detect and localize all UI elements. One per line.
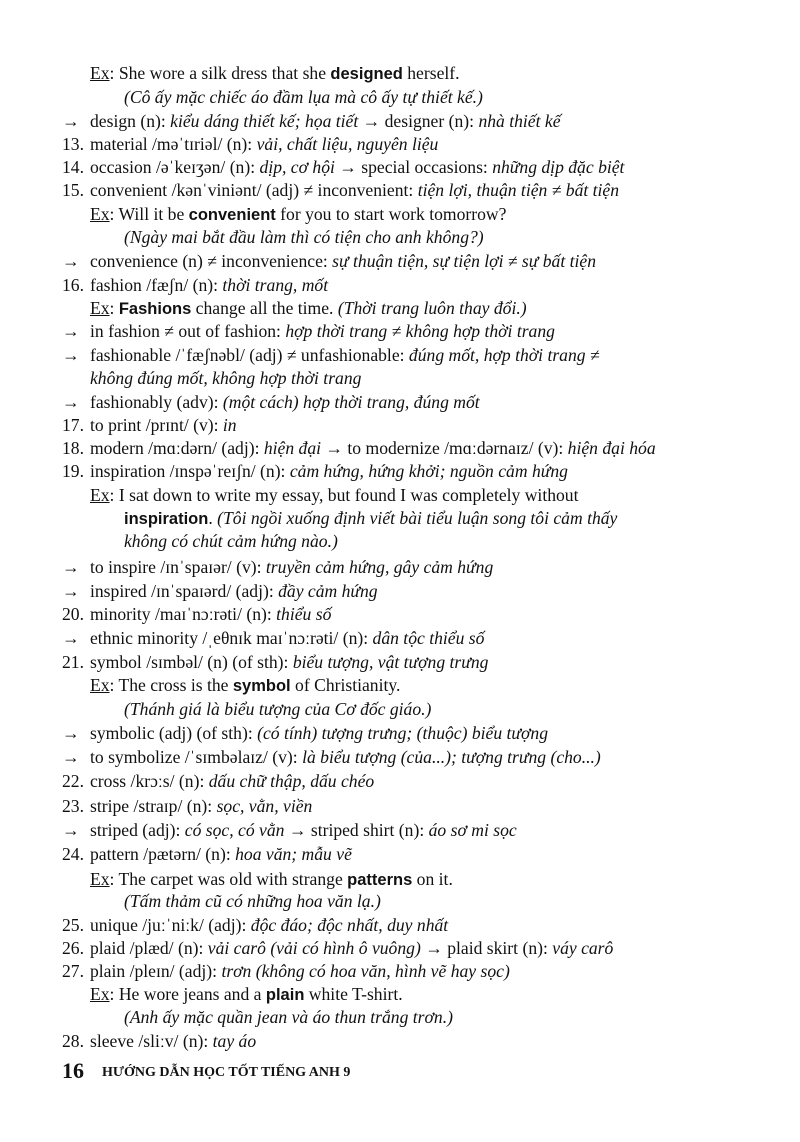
entry-number: 23. bbox=[62, 796, 84, 816]
vietnamese-translation: vải, chất liệu, nguyên liệu bbox=[256, 134, 439, 154]
entry-number: 25. bbox=[62, 915, 84, 935]
vietnamese-translation: tiện lợi, thuận tiện ≠ bất tiện bbox=[417, 180, 620, 200]
entry-number: 16. bbox=[62, 275, 84, 295]
entry-number: 22. bbox=[62, 771, 84, 791]
entry-line bbox=[62, 627, 734, 650]
vietnamese-translation: sọc, vằn, viền bbox=[216, 796, 313, 816]
highlighted-word: inspiration bbox=[124, 510, 209, 528]
entry-line bbox=[90, 674, 734, 698]
entry-line bbox=[124, 530, 734, 553]
english-text: → striped shirt (n): bbox=[284, 820, 429, 840]
english-text: sleeve /sliːv/ (n): bbox=[90, 1031, 213, 1051]
entry-number: 27. bbox=[62, 961, 84, 981]
entry-line bbox=[90, 983, 734, 1007]
english-text: The cross is the bbox=[118, 675, 233, 695]
entry-line bbox=[90, 367, 734, 390]
english-text: fashionably (adv): bbox=[90, 392, 223, 412]
vietnamese-translation: là biểu tượng (của...); tượng trưng (cho...) bbox=[302, 747, 601, 767]
vietnamese-translation: hiện đại hóa bbox=[567, 438, 656, 458]
english-text: stripe /straɪp/ (n): bbox=[90, 796, 217, 816]
vietnamese-translation: tay áo bbox=[212, 1031, 257, 1051]
entry-number: 18. bbox=[62, 438, 84, 458]
english-text: minority /maɪˈnɔːrəti/ (n): bbox=[90, 604, 277, 624]
entry-line bbox=[90, 484, 734, 507]
arrow-icon: → bbox=[62, 321, 80, 341]
example-label: Ex: bbox=[90, 869, 119, 889]
entry-number: 20. bbox=[62, 604, 84, 624]
english-text: The carpet was old with strange bbox=[118, 869, 348, 889]
vietnamese-translation: (Thời trang luôn thay đổi.) bbox=[337, 298, 527, 318]
english-text: occasion /əˈkeɪʒən/ (n): bbox=[90, 157, 260, 177]
vietnamese-translation: hoa văn; mẫu vẽ bbox=[235, 844, 352, 864]
entry-line bbox=[62, 580, 734, 603]
vietnamese-translation: dịp, cơ hội bbox=[259, 157, 335, 177]
english-text: → special occasions: bbox=[334, 157, 493, 177]
entry-line bbox=[62, 556, 734, 579]
entry-line bbox=[124, 1006, 734, 1029]
english-text: ethnic minority /ˌeθnɪk maɪˈnɔːrəti/ (n): bbox=[90, 628, 373, 648]
entry-line bbox=[62, 391, 734, 414]
vietnamese-translation: truyền cảm hứng, gây cảm hứng bbox=[265, 557, 494, 577]
vietnamese-translation: (Ngày mai bắt đầu làm thì có tiện cho anh không?) bbox=[124, 227, 484, 247]
entry-number: 28. bbox=[62, 1031, 84, 1051]
entry-number: 19. bbox=[62, 461, 84, 481]
english-text: on it. bbox=[412, 869, 453, 889]
english-text: design (n): bbox=[90, 111, 171, 131]
entry-line bbox=[90, 868, 734, 892]
english-text: He wore jeans and a bbox=[118, 984, 266, 1004]
vietnamese-translation: (Thánh giá là biểu tượng của Cơ đốc giáo.) bbox=[124, 699, 432, 719]
arrow-icon: → bbox=[62, 820, 80, 840]
english-text: for you to start work tomorrow? bbox=[275, 204, 507, 224]
arrow-icon: → bbox=[62, 581, 80, 601]
vietnamese-translation: (Tấm thảm cũ có những hoa văn lạ.) bbox=[124, 891, 381, 911]
english-text: striped (adj): bbox=[90, 820, 185, 840]
entry-line bbox=[62, 960, 734, 983]
english-text: convenient /kənˈviniənt/ (adj) ≠ inconvenient: bbox=[90, 180, 418, 200]
example-label: Ex: bbox=[90, 63, 119, 83]
page-footer bbox=[62, 1058, 350, 1084]
arrow-icon: → bbox=[62, 251, 80, 271]
entry-line bbox=[62, 414, 734, 437]
english-text: symbol /sɪmbəl/ (n) (of sth): bbox=[90, 652, 293, 672]
english-text: → plaid skirt (n): bbox=[420, 938, 553, 958]
entry-line bbox=[90, 203, 734, 227]
vietnamese-translation: thời trang, mốt bbox=[222, 275, 329, 295]
entry-line bbox=[124, 86, 734, 109]
entry-number: 26. bbox=[62, 938, 84, 958]
entry-line bbox=[124, 226, 734, 249]
vietnamese-translation: vải carô (vải có hình ô vuông) bbox=[207, 938, 421, 958]
highlighted-word: designed bbox=[330, 65, 403, 83]
vietnamese-translation: cảm hứng, hứng khởi; nguồn cảm hứng bbox=[289, 461, 568, 481]
highlighted-word: Fashions bbox=[118, 300, 192, 318]
entry-line bbox=[124, 698, 734, 721]
entry-line bbox=[62, 274, 734, 297]
vietnamese-translation: (Anh ấy mặc quần jean và áo thun trắng trơn.) bbox=[124, 1007, 453, 1027]
english-text: → to modernize /mɑːdərnaɪz/ (v): bbox=[321, 438, 568, 458]
entry-number: 14. bbox=[62, 157, 84, 177]
vietnamese-translation: áo sơ mi sọc bbox=[428, 820, 517, 840]
highlighted-word: convenient bbox=[188, 206, 276, 224]
entry-line bbox=[62, 914, 734, 937]
entry-line bbox=[62, 110, 734, 133]
entry-line bbox=[62, 320, 734, 343]
entry-line bbox=[62, 437, 734, 460]
english-text: fashion /fæʃn/ (n): bbox=[90, 275, 223, 295]
english-text: convenience (n) ≠ inconvenience: bbox=[90, 251, 333, 271]
book-title: HƯỚNG DẪN HỌC TỐT TIẾNG ANH 9 bbox=[102, 1065, 351, 1080]
highlighted-word: plain bbox=[265, 986, 305, 1004]
vietnamese-translation: có sọc, có vằn bbox=[184, 820, 285, 840]
vietnamese-translation: nhà thiết kế bbox=[478, 111, 561, 131]
entry-number: 24. bbox=[62, 844, 84, 864]
arrow-icon: → bbox=[62, 628, 80, 648]
vietnamese-translation: những dịp đặc biệt bbox=[492, 157, 625, 177]
english-text: pattern /pætərn/ (n): bbox=[90, 844, 236, 864]
entry-line bbox=[90, 297, 734, 321]
entry-line bbox=[90, 62, 734, 86]
arrow-icon: → bbox=[62, 392, 80, 412]
english-text: unique /juːˈniːk/ (adj): bbox=[90, 915, 251, 935]
arrow-icon: → bbox=[62, 111, 80, 131]
entry-line bbox=[62, 156, 734, 179]
entry-number: 13. bbox=[62, 134, 84, 154]
vietnamese-translation: kiểu dáng thiết kế; họa tiết bbox=[170, 111, 359, 131]
vietnamese-translation: dấu chữ thập, dấu chéo bbox=[208, 771, 375, 791]
entry-line bbox=[62, 133, 734, 156]
english-text: fashionable /ˈfæʃnəbl/ (adj) ≠ unfashionable: bbox=[90, 345, 409, 365]
entry-line bbox=[62, 179, 734, 202]
vietnamese-translation: (có tính) tượng trưng; (thuộc) biểu tượng bbox=[257, 723, 549, 743]
arrow-icon: → bbox=[62, 557, 80, 577]
english-text: symbolic (adj) (of sth): bbox=[90, 723, 258, 743]
vietnamese-translation: (Cô ấy mặc chiếc áo đầm lụa mà cô ấy tự thiết kế.) bbox=[124, 87, 483, 107]
vietnamese-translation: độc đáo; độc nhất, duy nhất bbox=[250, 915, 449, 935]
english-text: of Christianity. bbox=[290, 675, 401, 695]
vietnamese-translation: (Tôi ngồi xuống định viết bài tiểu luận song tôi cảm thấy bbox=[217, 508, 618, 528]
english-text: inspiration /ɪnspəˈreɪʃn/ (n): bbox=[90, 461, 290, 481]
english-text: change all the time. bbox=[191, 298, 338, 318]
entry-line bbox=[124, 890, 734, 913]
example-label: Ex: bbox=[90, 984, 119, 1004]
highlighted-word: patterns bbox=[347, 871, 413, 889]
english-text: white T-shirt. bbox=[304, 984, 403, 1004]
english-text: modern /mɑːdərn/ (adj): bbox=[90, 438, 264, 458]
entry-line bbox=[62, 937, 734, 960]
entry-number: 15. bbox=[62, 180, 84, 200]
arrow-icon: → bbox=[62, 747, 80, 767]
vietnamese-translation: in bbox=[222, 415, 237, 435]
vietnamese-translation: biểu tượng, vật tượng trưng bbox=[292, 652, 489, 672]
page-number: 16 bbox=[62, 1058, 84, 1083]
example-label: Ex: bbox=[90, 485, 119, 505]
vietnamese-translation: không đúng mốt, không hợp thời trang bbox=[90, 368, 362, 388]
english-text: inspired /ɪnˈspaɪərd/ (adj): bbox=[90, 581, 279, 601]
entry-line bbox=[62, 250, 734, 273]
entry-line bbox=[62, 819, 734, 842]
vietnamese-translation: váy carô bbox=[552, 938, 614, 958]
entry-line bbox=[62, 795, 734, 818]
english-text: material /məˈtɪriəl/ (n): bbox=[90, 134, 257, 154]
entry-line bbox=[62, 770, 734, 793]
vietnamese-translation: dân tộc thiểu số bbox=[372, 628, 485, 648]
entry-line bbox=[62, 843, 734, 866]
vietnamese-translation: hợp thời trang ≠ không hợp thời trang bbox=[285, 321, 555, 341]
entry-number: 21. bbox=[62, 652, 84, 672]
english-text: to symbolize /ˈsɪmbəlaɪz/ (v): bbox=[90, 747, 303, 767]
entry-line bbox=[62, 746, 734, 769]
arrow-icon: → bbox=[62, 723, 80, 743]
entry-line bbox=[62, 460, 734, 483]
vietnamese-translation: trơn (không có hoa văn, hình vẽ hay sọc) bbox=[221, 961, 510, 981]
vietnamese-translation: đầy cảm hứng bbox=[278, 581, 378, 601]
example-label: Ex: bbox=[90, 298, 119, 318]
example-label: Ex: bbox=[90, 675, 119, 695]
entry-line bbox=[62, 651, 734, 674]
english-text: Will it be bbox=[118, 204, 189, 224]
english-text: . bbox=[208, 508, 218, 528]
vietnamese-translation: hiện đại bbox=[263, 438, 322, 458]
vietnamese-translation: (một cách) hợp thời trang, đúng mốt bbox=[222, 392, 480, 412]
english-text: herself. bbox=[402, 63, 460, 83]
entry-line bbox=[62, 722, 734, 745]
entry-number: 17. bbox=[62, 415, 84, 435]
vietnamese-translation: thiểu số bbox=[276, 604, 332, 624]
english-text: to print /prɪnt/ (v): bbox=[90, 415, 223, 435]
vietnamese-translation: sự thuận tiện, sự tiện lợi ≠ sự bất tiện bbox=[332, 251, 597, 271]
entry-line bbox=[62, 1030, 734, 1053]
english-text: cross /krɔːs/ (n): bbox=[90, 771, 209, 791]
highlighted-word: symbol bbox=[232, 677, 291, 695]
vietnamese-translation: đúng mốt, hợp thời trang ≠ bbox=[408, 345, 600, 365]
english-text: plain /pleɪn/ (adj): bbox=[90, 961, 222, 981]
arrow-icon: → bbox=[62, 345, 80, 365]
entry-line bbox=[62, 603, 734, 626]
english-text: She wore a silk dress that she bbox=[118, 63, 331, 83]
english-text: in fashion ≠ out of fashion: bbox=[90, 321, 286, 341]
english-text: to inspire /ɪnˈspaɪər/ (v): bbox=[90, 557, 266, 577]
vietnamese-translation: không có chút cảm hứng nào.) bbox=[124, 531, 338, 551]
english-text: I sat down to write my essay, but found I was completely without bbox=[118, 485, 579, 505]
english-text: plaid /plæd/ (n): bbox=[90, 938, 208, 958]
entry-line bbox=[124, 507, 734, 531]
entry-line bbox=[62, 344, 734, 367]
english-text: → designer (n): bbox=[358, 111, 479, 131]
example-label: Ex: bbox=[90, 204, 119, 224]
